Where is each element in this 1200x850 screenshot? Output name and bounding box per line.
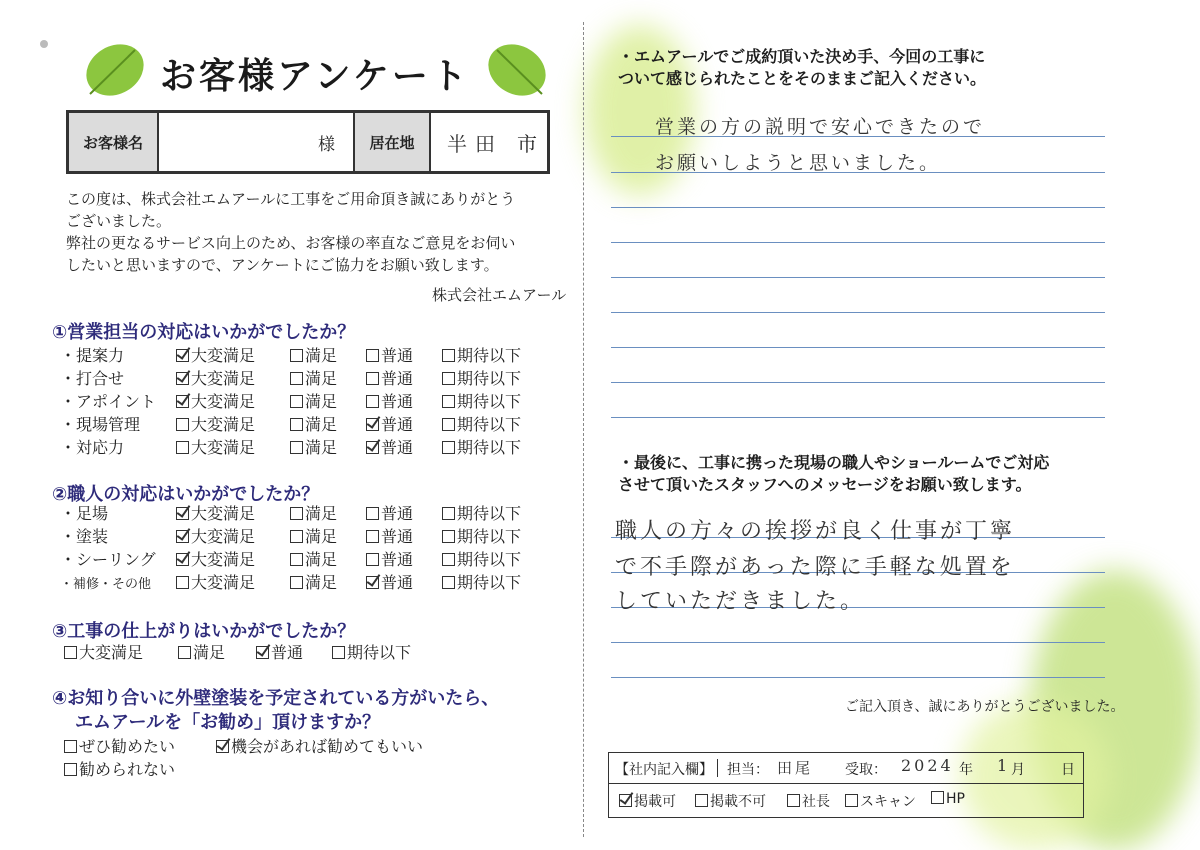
rating-option[interactable] xyxy=(366,547,413,570)
month-unit: 月 xyxy=(1011,762,1025,778)
rating-option[interactable] xyxy=(290,366,337,389)
office-check-label: 社長 xyxy=(802,794,830,810)
office-separator xyxy=(717,759,718,777)
rating-option[interactable] xyxy=(366,501,413,524)
rating-option[interactable] xyxy=(176,343,255,366)
rating-option-label: 大変満足 xyxy=(191,346,256,365)
rating-option-label: 期待以下 xyxy=(457,504,522,523)
rating-option[interactable] xyxy=(176,501,255,524)
writing-line xyxy=(611,382,1105,383)
office-check-label: 掲載可 xyxy=(634,794,676,810)
question-line: ・エムアールでご成約頂いた決め手、今回の工事に xyxy=(618,47,986,66)
q4-heading-line2: エムアールを「お勧め」頂けますか？ xyxy=(75,712,381,733)
residence-field[interactable] xyxy=(431,113,547,171)
rating-option-label: 大変満足 xyxy=(191,392,256,411)
question-row xyxy=(60,343,550,365)
rating-option-label: 満足 xyxy=(305,392,338,411)
checkbox[interactable] xyxy=(442,418,455,431)
question-row xyxy=(60,389,550,411)
checkbox[interactable] xyxy=(442,507,455,520)
checkbox[interactable] xyxy=(366,349,379,362)
office-separator xyxy=(609,783,1083,784)
writing-line xyxy=(611,642,1105,643)
rating-option-label: ぜひ勧めたい xyxy=(79,737,176,756)
staff-value: 田尾 xyxy=(777,759,814,777)
rating-option-label: 大変満足 xyxy=(191,573,256,592)
checkbox[interactable] xyxy=(290,507,303,520)
rating-option[interactable] xyxy=(290,501,337,524)
question-row-label: ・シーリング xyxy=(60,550,156,569)
question-line: ついて感じられたことをそのままご記入ください。 xyxy=(618,69,987,88)
checkbox-checked[interactable] xyxy=(619,794,632,807)
leaf-icon xyxy=(482,38,552,102)
office-check-label: HP xyxy=(946,791,965,807)
rating-option-label: 普通 xyxy=(381,550,414,569)
checkbox[interactable] xyxy=(290,395,303,408)
rating-option[interactable] xyxy=(366,343,413,366)
checkbox-checked[interactable] xyxy=(366,576,379,589)
checkbox[interactable] xyxy=(290,418,303,431)
question-row xyxy=(60,366,550,388)
checkbox[interactable] xyxy=(442,530,455,543)
page-title: お客様アンケート xyxy=(160,56,470,97)
customer-name-field[interactable] xyxy=(159,113,355,171)
rating-option[interactable] xyxy=(176,389,255,412)
writing-line xyxy=(611,207,1105,208)
checkbox[interactable] xyxy=(366,372,379,385)
checkbox[interactable] xyxy=(442,372,455,385)
rating-option-label: 満足 xyxy=(305,504,338,523)
rating-option-label: 期待以下 xyxy=(457,573,522,592)
rating-option[interactable] xyxy=(178,640,225,663)
checkbox-checked[interactable] xyxy=(176,530,189,543)
office-check-option[interactable] xyxy=(787,791,830,811)
received-month: 1 xyxy=(997,756,1011,775)
checkbox[interactable] xyxy=(366,507,379,520)
rating-option-label: 普通 xyxy=(381,527,414,546)
customer-name-label: お客様名 xyxy=(69,113,159,171)
rating-option[interactable] xyxy=(64,757,175,780)
checkbox[interactable] xyxy=(442,553,455,566)
checkbox[interactable] xyxy=(845,794,858,807)
answer-2-line: していただきました。 xyxy=(615,589,866,614)
writing-line xyxy=(611,312,1105,313)
checkbox[interactable] xyxy=(442,441,455,454)
rating-option-label: 普通 xyxy=(381,346,414,365)
rating-option-label: 満足 xyxy=(305,573,338,592)
rating-option[interactable] xyxy=(176,366,255,389)
checkbox-checked[interactable] xyxy=(256,646,269,659)
rating-option-label: 期待以下 xyxy=(457,550,522,569)
question-row-label: ・アポイント xyxy=(60,392,157,411)
question-row-label: ・打合せ xyxy=(60,369,125,388)
rating-option-label: 満足 xyxy=(305,346,338,365)
writing-line xyxy=(611,417,1105,418)
question-row-label: ・塗装 xyxy=(60,527,109,546)
residence-label: 居在地 xyxy=(355,113,431,171)
rating-option[interactable] xyxy=(290,570,337,593)
rating-option-label: 普通 xyxy=(381,504,414,523)
office-check-option[interactable] xyxy=(845,791,916,811)
rating-option-label: 期待以下 xyxy=(457,369,522,388)
punch-hole xyxy=(40,40,48,48)
checkbox[interactable] xyxy=(332,646,345,659)
checkbox[interactable] xyxy=(64,646,77,659)
intro-line: ございました。 xyxy=(66,212,172,230)
question-row xyxy=(60,570,550,592)
checkbox[interactable] xyxy=(290,349,303,362)
recommend-row xyxy=(216,734,516,756)
checkbox[interactable] xyxy=(366,530,379,543)
checkbox[interactable] xyxy=(366,395,379,408)
rating-option[interactable] xyxy=(442,366,521,389)
checkbox[interactable] xyxy=(442,576,455,589)
rating-option-label: 期待以下 xyxy=(457,415,522,434)
column-divider xyxy=(583,22,584,837)
company-name: 株式会社エムアール xyxy=(432,286,567,304)
office-check-option[interactable] xyxy=(931,791,965,807)
office-check-option[interactable] xyxy=(695,791,766,811)
rating-option[interactable] xyxy=(442,524,521,547)
rating-option-label: 大変満足 xyxy=(191,550,256,569)
rating-option[interactable] xyxy=(290,435,337,458)
rating-option[interactable] xyxy=(366,435,413,458)
rating-option-label: 満足 xyxy=(305,415,338,434)
checkbox[interactable] xyxy=(64,740,77,753)
checkbox-checked[interactable] xyxy=(216,740,229,753)
checkbox[interactable] xyxy=(290,441,303,454)
question-line: ・最後に、工事に携った現場の職人やショールームでご対応 xyxy=(618,453,1050,472)
checkbox[interactable] xyxy=(366,553,379,566)
checkbox[interactable] xyxy=(176,576,189,589)
checkbox[interactable] xyxy=(176,441,189,454)
office-use-box xyxy=(608,752,1084,818)
intro-text xyxy=(66,188,566,276)
rating-option[interactable] xyxy=(442,389,521,412)
rating-option-label: 大変満足 xyxy=(191,369,256,388)
rating-option-label: 満足 xyxy=(305,438,338,457)
q4-heading: ④お知り合いに外壁塗装を予定されている方がいたら、 xyxy=(52,688,500,709)
question-line: させて頂いたスタッフへのメッセージをお願い致します。 xyxy=(618,475,1032,494)
rating-option[interactable] xyxy=(366,524,413,547)
recommend-row xyxy=(64,757,364,779)
checkbox[interactable] xyxy=(290,553,303,566)
rating-option[interactable] xyxy=(442,570,521,593)
received-year: 2024 xyxy=(901,756,954,775)
rating-option[interactable] xyxy=(176,570,255,593)
rating-option[interactable] xyxy=(442,547,521,570)
rating-option-label: 期待以下 xyxy=(457,346,522,365)
rating-option[interactable] xyxy=(442,435,521,458)
rating-option-label: 勧められない xyxy=(79,760,176,779)
rating-option[interactable] xyxy=(290,389,337,412)
question-row xyxy=(60,435,550,457)
answer-2-line: 職人の方々の挨拶が良く仕事が丁寧 xyxy=(615,519,1016,544)
rating-option[interactable] xyxy=(442,412,521,435)
rating-option-label: 大変満足 xyxy=(191,504,256,523)
rating-option[interactable] xyxy=(256,640,303,663)
rating-option-label: 普通 xyxy=(381,415,414,434)
checkbox[interactable] xyxy=(290,530,303,543)
question-row-label: ・提案力 xyxy=(60,346,125,365)
writing-line xyxy=(611,242,1105,243)
rating-option[interactable] xyxy=(366,366,413,389)
checkbox[interactable] xyxy=(178,646,191,659)
office-label: 【社内記入欄】 xyxy=(615,762,713,778)
rating-option[interactable] xyxy=(216,734,423,757)
rating-option[interactable] xyxy=(176,412,255,435)
question-row xyxy=(64,640,484,662)
rating-option-label: 普通 xyxy=(381,573,414,592)
q3-heading: ③工事の仕上がりはいかがでしたか？ xyxy=(52,621,356,642)
rating-option[interactable] xyxy=(176,547,255,570)
right-question-2 xyxy=(618,452,1049,496)
answer-1-line: お願いしようと思いました。 xyxy=(655,152,942,174)
rating-option[interactable] xyxy=(290,524,337,547)
rating-option-label: 満足 xyxy=(193,643,226,662)
rating-option-label: 期待以下 xyxy=(457,392,522,411)
checkbox-checked[interactable] xyxy=(176,349,189,362)
intro-line: 弊社の更なるサービス向上のため、お客様の率直なご意見をお伺い xyxy=(66,234,516,252)
checkbox[interactable] xyxy=(176,418,189,431)
question-row xyxy=(60,547,550,569)
rating-option[interactable] xyxy=(290,412,337,435)
writing-line xyxy=(611,277,1105,278)
rating-option[interactable] xyxy=(366,570,413,593)
checkbox[interactable] xyxy=(931,791,944,804)
honorific: 様 xyxy=(318,134,335,155)
answer-2-line: で不手際があった際に手軽な処置を xyxy=(615,555,1015,580)
checkbox-checked[interactable] xyxy=(366,441,379,454)
closing-message: ご記入頂き、誠にありがとうございました。 xyxy=(845,699,1125,715)
residence-city: 半田 xyxy=(447,131,503,156)
question-row-label: ・現場管理 xyxy=(60,415,141,434)
rating-option[interactable] xyxy=(366,389,413,412)
rating-option[interactable] xyxy=(442,501,521,524)
writing-line xyxy=(611,347,1105,348)
q1-heading: ①営業担当の対応はいかがでしたか？ xyxy=(52,322,356,343)
question-row xyxy=(60,412,550,434)
rating-option-label: 満足 xyxy=(305,369,338,388)
rating-option[interactable] xyxy=(176,435,255,458)
checkbox-checked[interactable] xyxy=(176,507,189,520)
office-check-option[interactable] xyxy=(619,791,676,811)
checkbox-checked[interactable] xyxy=(176,553,189,566)
rating-option-label: 大変満足 xyxy=(191,438,256,457)
question-row xyxy=(60,524,550,546)
office-check-label: スキャン xyxy=(860,794,916,810)
rating-option[interactable] xyxy=(442,343,521,366)
day-unit: 日 xyxy=(1061,762,1075,778)
rating-option[interactable] xyxy=(332,640,411,663)
question-row-label: ・対応力 xyxy=(60,438,125,457)
checkbox-checked[interactable] xyxy=(176,395,189,408)
checkbox-checked[interactable] xyxy=(366,418,379,431)
checkbox[interactable] xyxy=(290,372,303,385)
rating-option-label: 期待以下 xyxy=(347,643,412,662)
rating-option-label: 期待以下 xyxy=(457,438,522,457)
checkbox[interactable] xyxy=(695,794,708,807)
customer-info-table xyxy=(66,110,550,174)
residence-suffix: 市 xyxy=(517,131,537,156)
checkbox-checked[interactable] xyxy=(176,372,189,385)
rating-option-label: 大変満足 xyxy=(191,415,256,434)
intro-line: したいと思いますので、アンケートにご協力をお願い致します。 xyxy=(66,256,499,274)
checkbox[interactable] xyxy=(290,576,303,589)
checkbox[interactable] xyxy=(787,794,800,807)
checkbox[interactable] xyxy=(442,395,455,408)
staff-label: 担当： xyxy=(727,762,769,778)
checkbox[interactable] xyxy=(64,763,77,776)
rating-option-label: 大変満足 xyxy=(79,643,144,662)
question-row-label: ・足場 xyxy=(60,504,109,523)
rating-option[interactable] xyxy=(176,524,255,547)
rating-option[interactable] xyxy=(64,734,175,757)
rating-option[interactable] xyxy=(64,640,143,663)
office-check-label: 掲載不可 xyxy=(710,794,766,810)
rating-option[interactable] xyxy=(290,343,337,366)
rating-option[interactable] xyxy=(290,547,337,570)
rating-option-label: 満足 xyxy=(305,527,338,546)
rating-option-label: 普通 xyxy=(271,643,304,662)
question-row xyxy=(60,501,550,523)
leaf-icon xyxy=(80,38,150,102)
answer-1-line: 営業の方の説明で安心できたので xyxy=(655,116,986,138)
rating-option-label: 機会があれば勧めてもいい xyxy=(231,737,424,756)
received-label: 受取： xyxy=(845,762,887,778)
rating-option-label: 満足 xyxy=(305,550,338,569)
intro-line: この度は、株式会社エムアールに工事をご用命頂き誠にありがとう xyxy=(66,190,516,208)
rating-option-label: 普通 xyxy=(381,369,414,388)
rating-option-label: 期待以下 xyxy=(457,527,522,546)
rating-option-label: 普通 xyxy=(381,392,414,411)
q2-heading: ②職人の対応はいかがでしたか？ xyxy=(52,484,320,505)
checkbox[interactable] xyxy=(442,349,455,362)
year-unit: 年 xyxy=(959,762,973,778)
rating-option-label: 普通 xyxy=(381,438,414,457)
rating-option-label: 大変満足 xyxy=(191,527,256,546)
question-row-label: ・補修・その他 xyxy=(60,577,152,592)
writing-line xyxy=(611,677,1105,678)
right-question-1 xyxy=(618,46,986,90)
rating-option[interactable] xyxy=(366,412,413,435)
